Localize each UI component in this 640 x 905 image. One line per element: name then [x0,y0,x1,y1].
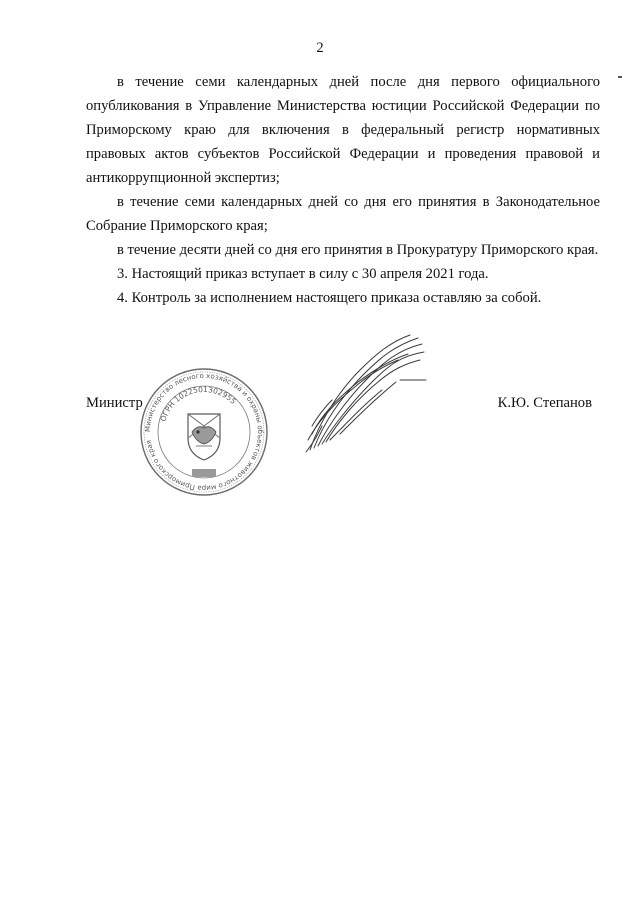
seal-bottom-plate [192,469,216,477]
seal-outer-text: Министерство лесного хозяйства и охраны объектов животного мира Приморского края [143,371,265,493]
coat-of-arms-icon [188,414,220,460]
paragraph-control: 4. Контроль за исполнением настоящего приказа оставляю за собой. [117,290,542,306]
official-seal [138,366,270,498]
paragraph-registry: в течение семи календарных дней после дня первого официального опубликования в Управление Министерства юстиции Российской Федерации по Приморскому краю для включения в федеральный регистр нормативных правовых актов субъектов Российской Федерации и проведения правовой и антикоррупционной экспертиз; [86,74,600,186]
seal-ogrn-text: ОГРН 1022501302955 [158,384,238,423]
paragraph-prosecutor: в течение десяти дней со дня его принятия в Прокуратуру Приморского края. [117,242,599,258]
page-number: 2 [316,40,324,56]
document-body [86,70,600,310]
margin-mark [618,76,622,78]
paragraph-effective-date: 3. Настоящий приказ вступает в силу с 30 апреля 2021 года. [117,266,489,282]
paragraph-legislative-assembly: в течение семи календарных дней со дня его принятия в Законодательное Собрание Приморского края; [86,194,600,234]
handwritten-signature [300,330,430,460]
signatory-title: Министр [86,395,143,411]
signatory-name: К.Ю. Степанов [497,395,592,411]
